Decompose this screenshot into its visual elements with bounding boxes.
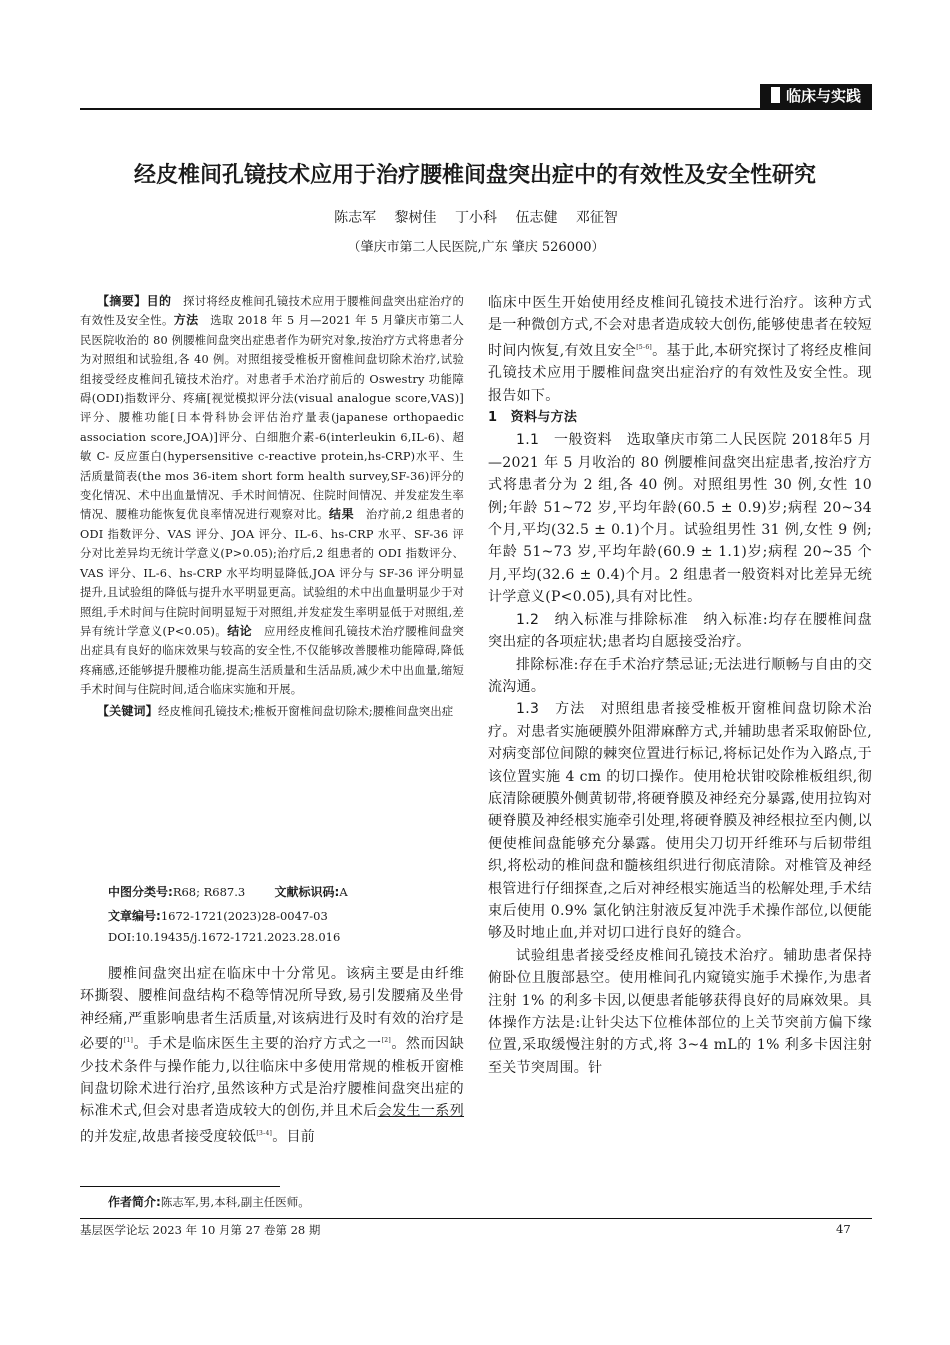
article-title: 经皮椎间孔镜技术应用于治疗腰椎间盘突出症中的有效性及安全性研究 [133,163,816,188]
page-number: 47 [836,1222,851,1236]
conclusion-text: 应用经皮椎间孔镜技术治疗腰椎间盘突出症具有良好的临床效果与较高的安全性,不仅能够改善腰椎功能障碍,降低疼痛感,还能够提升腰椎功能,提高生活质量和生活品质,减少术中出血量,缩短手术时间与住院时间,适合临床实施和开展。 [80,624,464,697]
subsection-heading: 1.1 一般资料 [516,432,613,449]
section-heading: 1 资料与方法 [488,410,578,426]
classification-line [108,883,348,900]
doccode-value: A [339,885,348,899]
right-body [488,292,872,1079]
clc-label: 中图分类号: [108,885,173,899]
body-text: 腰椎间盘突出症在临床中十分常见。该病主要是由纤维环撕裂、腰椎间盘结构不稳等情况所导致,易引发腰痛及坐骨神经痛,严重影响患者生活质量,对该病进行及时有效的治疗是必要的 [80,966,464,1053]
doccode-label: 文献标识码: [274,885,340,899]
subsection-heading: 1.2 纳入标准与排除标准 [516,611,689,628]
subsection-heading: 1.3 方法 [516,701,586,718]
footnote-rule [80,1186,280,1187]
article-number-line [108,907,328,924]
footnote-label: 作者简介: [108,1195,161,1209]
clc-value: R68; R687.3 [172,885,246,899]
body-text: 。基于此,本研究探讨了将经皮椎间孔镜技术应用于腰椎间盘突出症治疗的有效性及安全性。现报告如下。 [488,342,873,404]
citation-ref: [5-6] [636,343,653,351]
doi-line: DOI:10.19435/j.1672-1721.2023.28.016 [108,930,341,944]
left-body [80,963,464,1148]
body-text: 的并发症,故患者接受度较低 [80,1128,257,1145]
conclusion-label: 结论 [227,623,253,638]
abstract-label: 【摘要】 [96,294,147,308]
section-banner [760,84,872,108]
body-paragraph: 排除标准:存在手术治疗禁忌证;无法进行顺畅与自由的交流沟通。 [488,656,872,695]
objective-label: 目的 [146,294,172,308]
abstract-block [80,292,464,721]
section-label: 临床与实践 [785,87,861,105]
result-label: 结果 [329,507,355,522]
footer-rule [80,1218,872,1219]
body-text: 。然而因缺少技术条件与操作能力,以往临床中多使用常规的椎板开窗椎间盘切除术进行治疗,虽然该种方式是治疗腰椎间盘突出症的标准术式,但会对患者造成较大的创伤,并且术后 [80,1036,465,1120]
banner-square-icon [771,87,780,103]
citation-ref: [2] [381,1037,392,1045]
keywords-label: 【关键词】 [96,703,158,718]
method-label: 方法 [173,313,199,328]
journal-footer: 基层医学论坛 2023 年 10 月第 27 卷第 28 期 [80,1223,321,1237]
article-authors: 陈志军 黎树佳 丁小科 伍志健 邓征智 [334,210,618,226]
body-text: 对照组患者接受椎板开窗椎间盘切除术治疗。对患者实施硬膜外阻滞麻醉方式,并辅助患者采取俯卧位,对病变部位间隙的棘突位置进行标记,将标记处作为入路点,于该位置实施 4 cm 的切口操作。使用枪状钳咬除椎板组织,彻底清除硬膜外侧黄韧带,将硬脊膜及神经充分暴露,使用拉钩对硬脊膜及神经根实施牵引处理,将硬脊膜及神经根拉至内侧,以便使椎间盘能够充分暴露。使用尖刀切开纤维环与后韧带组织,将松动的椎间盘和髓核组织进行彻底清除。对椎管及神经根管进行仔细探查,之后对神经根实施适当的松解处理,手术结束后使用 0.9% 氯化钠注射液反复冲洗手术操作部位,以便能够及时地止血,并对切口进行良好的缝合。 [488,701,872,942]
header-rule [80,108,872,110]
body-paragraph: 试验组患者接受经皮椎间孔镜技术治疗。辅助患者保持俯卧位且腹部悬空。使用椎间孔内窥镜实施手术操作,为患者注射 1% 的利多卡因,以便患者能够获得良好的局麻效果。具体操作方法是:让针尖达下位椎体部位的上关节突前方偏下缘位置,采取缓慢注射的方式,将 3~4 mL的 1% 利多卡因注射至关节突周围。针 [488,947,872,1076]
article-affiliation: （肇庆市第二人民医院,广东 肇庆 526000） [347,240,605,255]
citation-ref: [1] [123,1037,134,1045]
body-text: 纳入标准:均存在腰椎间盘突出症的各项症状;患者均自愿接受治疗。 [488,611,872,651]
author-footnote [108,1193,310,1210]
objective-text: 探讨将经皮椎间孔镜技术应用于腰椎间盘突出症治疗的有效性及安全性。 [80,295,464,328]
method-text: 选取 2018 年 5 月—2021 年 5 月肇庆市第二人民医院收治的 80 例腰椎间盘突出症患者作为研究对象,按治疗方式将患者分为对照组和试验组,各 40 例。对照组接受椎板开窗椎间盘切除术治疗,试验组接受经皮椎间孔镜技术治疗。对患者手术治疗前后的 Oswestry 功能障碍(ODI)指数评分、疼痛[视觉模拟评分法(visual analogue score,VAS)]评分、腰椎功能[日本骨科协会评估治疗量表(japanese orthopaedic association score,JOA)]评分、白细胞介素-6(interleukin 6,IL-6)、超敏 C- 反应蛋白(hypersensitive c-reactive protein,hs-CRP)水平、生活质量简表(the mos 36-item short form health survey,SF-36)评分的变化情况、术中出血量情况、手术时间情况、住院时间情况、并发症发生率情况、腰椎功能恢复优良率情况进行观察对比。 [80,314,465,522]
body-text: 。手术是临床医生主要的治疗方式之一 [133,1036,382,1053]
keywords-text: 经皮椎间孔镜技术;椎板开窗椎间盘切除术;腰椎间盘突出症 [157,704,454,718]
footnote-text: 陈志军,男,本科,副主任医师。 [160,1195,310,1209]
citation-ref: [3-4] [256,1129,273,1137]
body-text-underlined: 会发生一系列 [377,1103,465,1120]
artno-label: 文章编号: [108,909,161,923]
body-text: 。目前 [272,1128,316,1145]
result-text: 治疗前,2 组患者的 ODI 指数评分、VAS 评分、JOA 评分、IL-6、hs-CRP 水平、SF-36 评分对比差异均无统计学意义(P>0.05);治疗后,2 组患者的 ODI 指数评分、VAS 评分、IL-6、hs-CRP 水平均明显降低,JOA 评分与 SF-36 评分明显提升,且试验组的降低与提升水平明显更高。试验组的术中出血量明显少于对照组,手术时间与住院时间明显短于对照组,并发症发生率明显低于对照组,差异有统计学意义(P<0.05)。 [80,508,464,638]
body-text: 选取肇庆市第二人民医院 2018年5 月—2021 年 5 月收治的 80 例腰椎间盘突出症患者,按治疗方式将患者分为 2 组,各 40 例。对照组男性 30 例,女性 10 例;年龄 51~72 岁,平均年龄(60.5 ± 0.9)岁;病程 20~34 个月,平均(32.5 ± 0.1)个月。试验组男性 31 例,女性 9 例;年龄 51~73 岁,平均年龄(60.9 ± 1.1)岁;病程 20~35 个月,平均(32.6 ± 0.4)个月。2 组患者一般资料对比差异无统计学意义(P<0.05),具有对比性。 [488,432,872,606]
artno-value: 1672-1721(2023)28-0047-03 [160,909,328,923]
body-text: 临床中医生开始使用经皮椎间孔镜技术进行治疗。该种方式是一种微创方式,不会对患者造成较大创伤,能够使患者在较短时间内恢复,有效且安全 [488,295,872,359]
